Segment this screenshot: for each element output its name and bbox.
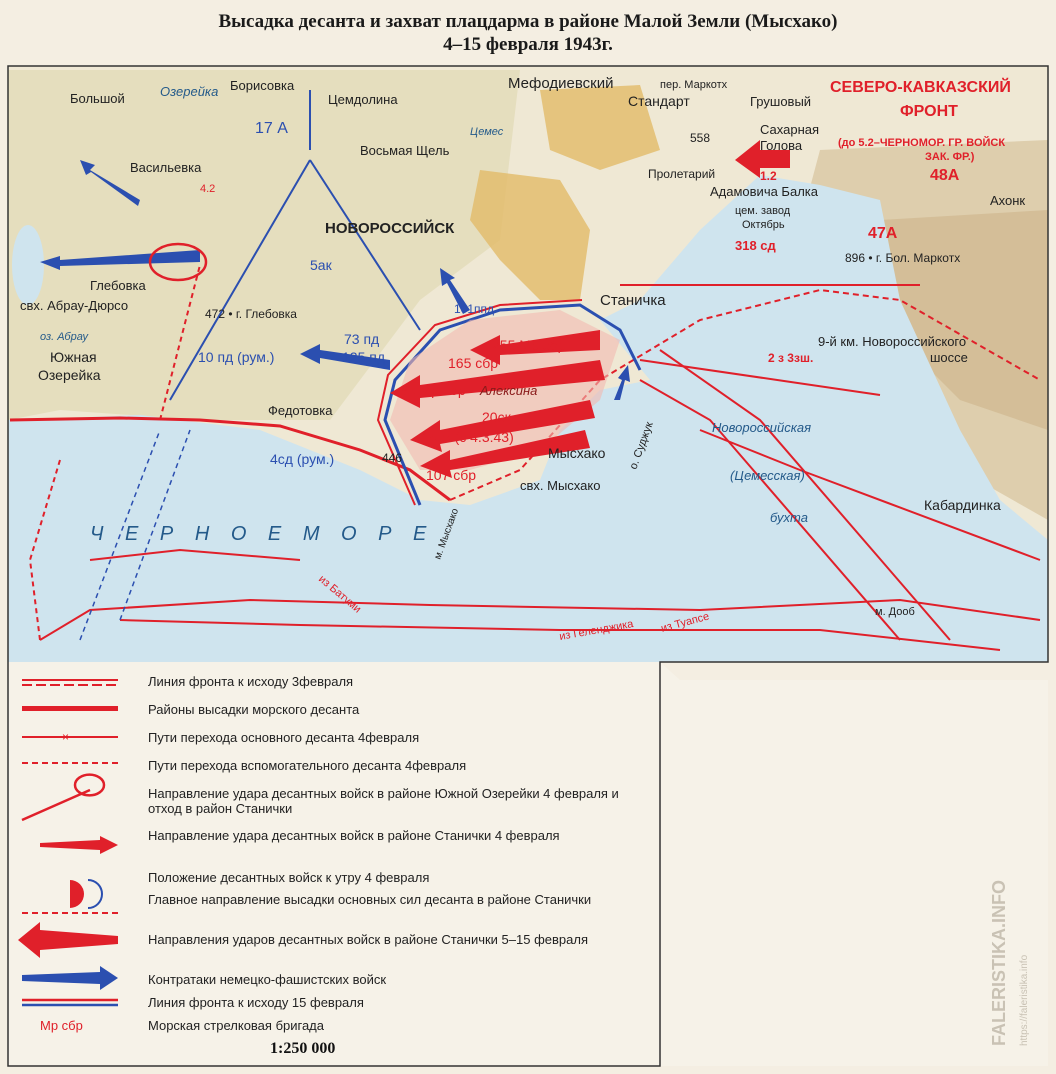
legend-text-6: Направление удара десантных войск в районе Станички 4 февраля (148, 828, 560, 843)
legend-text-10: Контратаки немецко-фашистских войск (148, 972, 387, 987)
label-front-2: ФРОНТ (900, 103, 958, 120)
label-bol-markotkh: 896 • г. Бол. Маркотх (845, 251, 961, 265)
map-title-line1: Высадка десанта и захват плацдарма в районе Малой Земли (Мысхако) (218, 11, 838, 32)
legend-sym-main-cross: × (62, 730, 70, 744)
legend-text-12: Морская стрелковая бригада (148, 1018, 325, 1033)
label-iz-tuapse: из Туапсе (659, 610, 711, 635)
label-front-sub-2: ЗАК. ФР.) (925, 151, 975, 163)
legend-sym-abbr: Мр сбр (40, 1018, 83, 1033)
label-ozereyka: Озерейка (160, 84, 219, 99)
label-akhonk: Ахонк (990, 193, 1026, 208)
label-558: 558 (690, 131, 711, 145)
label-bay-1: Новороссийская (712, 420, 812, 435)
label-aleksina: Алексина (480, 383, 538, 398)
label-myskhako: Мысхако (548, 445, 606, 461)
label-bay-2: (Цемесская) (730, 468, 805, 483)
map-title-line2: 4–15 февраля 1943г. (443, 34, 613, 55)
label-10pd: 10 пд (рум.) (198, 349, 275, 365)
label-17a: 17 А (255, 120, 288, 137)
lake-abrau (12, 225, 44, 305)
label-125pd: 125 пд (342, 349, 385, 365)
label-shosse-2: шоссе (930, 350, 968, 365)
label-black-sea: Ч Е Р Н О Е М О Р Е (90, 523, 435, 545)
label-adamovich: Адамовича Балка (710, 184, 818, 199)
watermark-text-2: https://faleristika.info (1019, 954, 1030, 1046)
label-vasilevka: Васильевка (130, 160, 202, 175)
label-myskhako-svkh: свх. Мысхако (520, 478, 601, 493)
label-glebovka: Глебовка (90, 278, 146, 293)
label-sakharnaya: Сахарная (760, 122, 820, 137)
label-bolshoy: Большой (70, 91, 125, 106)
watermark (975, 868, 1045, 1048)
legend-text-2: Районы высадки морского десанта (148, 702, 360, 717)
legend-sym-landing (22, 706, 118, 711)
label-kabardinka: Кабардинка (924, 497, 1001, 513)
label-doob: м. Дооб (875, 606, 915, 618)
label-oktyabr-2: Октябрь (742, 219, 785, 231)
label-iz-gelendzhika: из Геленджика (558, 618, 635, 643)
label-107: 107 сбр (426, 467, 477, 483)
label-n42a: 4.2 (200, 183, 216, 195)
legend-text-11: Линия фронта к исходу 15 февраля (148, 995, 364, 1010)
label-novorossiysk: НОВОРОССИЙСК (325, 220, 455, 237)
label-vosmaya: Восьмая Щель (360, 143, 450, 158)
label-standart: Стандарт (628, 93, 690, 109)
label-tsemes: Цемес (470, 126, 504, 138)
label-front-1: СЕВЕРО-КАВКАЗСКИЙ (830, 79, 1011, 96)
label-markotkh: пер. Маркотх (660, 79, 728, 91)
label-front-sub-1: (до 5.2–ЧЕРНОМОР. ГР. ВОЙСК (838, 137, 1006, 149)
watermark-text-1: FALERISTIKA.INFO (989, 880, 1009, 1046)
label-83: 83 Мр сбр (400, 382, 466, 398)
label-446: 446 (382, 451, 403, 465)
label-5ak: 5ак (310, 257, 332, 273)
label-fedotovka: Федотовка (268, 403, 333, 418)
label-abrau: свх. Абрау-Дюрсо (20, 298, 129, 313)
label-grushovy: Грушовый (750, 94, 812, 109)
label-165: 165 сбр (448, 355, 499, 371)
label-army-47: 47А (868, 225, 898, 242)
label-iz-batumi: из Батуми (316, 573, 364, 616)
label-shosse-1: 9-й км. Новороссийского (818, 334, 967, 349)
label-4sd: 4сд (рум.) (270, 451, 335, 467)
label-73pd: 73 пд (344, 331, 380, 347)
legend-text-8: Главное направление высадки основных сил десанта в районе Станички (148, 892, 592, 907)
label-proletary: Пролетарий (648, 167, 716, 181)
label-101ppd: 101ппд (454, 302, 495, 316)
legend-text-9: Направления ударов десантных войск в районе Станички 5–15 февраля (148, 932, 589, 947)
label-255: 255 Мр сбр (492, 337, 566, 353)
label-bay-3: бухта (770, 510, 808, 525)
label-mefodievsky: Мефодиевский (508, 75, 614, 92)
label-borisovka: Борисовка (230, 78, 295, 93)
label-stanichka: Станичка (600, 292, 666, 309)
label-golova: Голова (760, 138, 803, 153)
label-20sk: 20ск (482, 409, 511, 425)
label-tsemdolina: Цемдолина (328, 92, 398, 107)
map-scale: 1:250 000 (270, 1040, 336, 1057)
label-army-48: 48А (930, 167, 960, 184)
label-mys-myskhako: м. Мысхако (432, 507, 462, 562)
label-318sd: 318 сд (735, 238, 776, 253)
label-glebovka-hill: 472 • г. Глебовка (205, 307, 297, 321)
legend-text-1: Линия фронта к исходу 3февраля (148, 674, 354, 689)
legend-text-3: Пути перехода основного десанта 4февраля (148, 730, 420, 745)
label-n12: 1.2 (760, 169, 777, 183)
label-abrau-road: оз. Абрау (40, 331, 88, 343)
label-16sk: 16ск (с 4.3.43) (422, 429, 514, 445)
label-yuzhnaya-1: Южная (50, 349, 97, 365)
legend-text-7: Положение десантных войск к утру 4 февраля (148, 870, 430, 885)
legend-text-4: Пути перехода вспомогательного десанта 4февраля (148, 758, 467, 773)
legend-text-5: Направление удара десантных войск в районе Южной Озерейки 4 февраля и отход в район Станички (148, 786, 619, 816)
label-yuzhnaya-2: Озерейка (38, 367, 101, 383)
label-sudzhuk: о. Суджук (627, 420, 656, 472)
label-zsh2: 2 з 3зш. (768, 351, 814, 365)
label-oktyabr-1: цем. завод (735, 205, 791, 217)
